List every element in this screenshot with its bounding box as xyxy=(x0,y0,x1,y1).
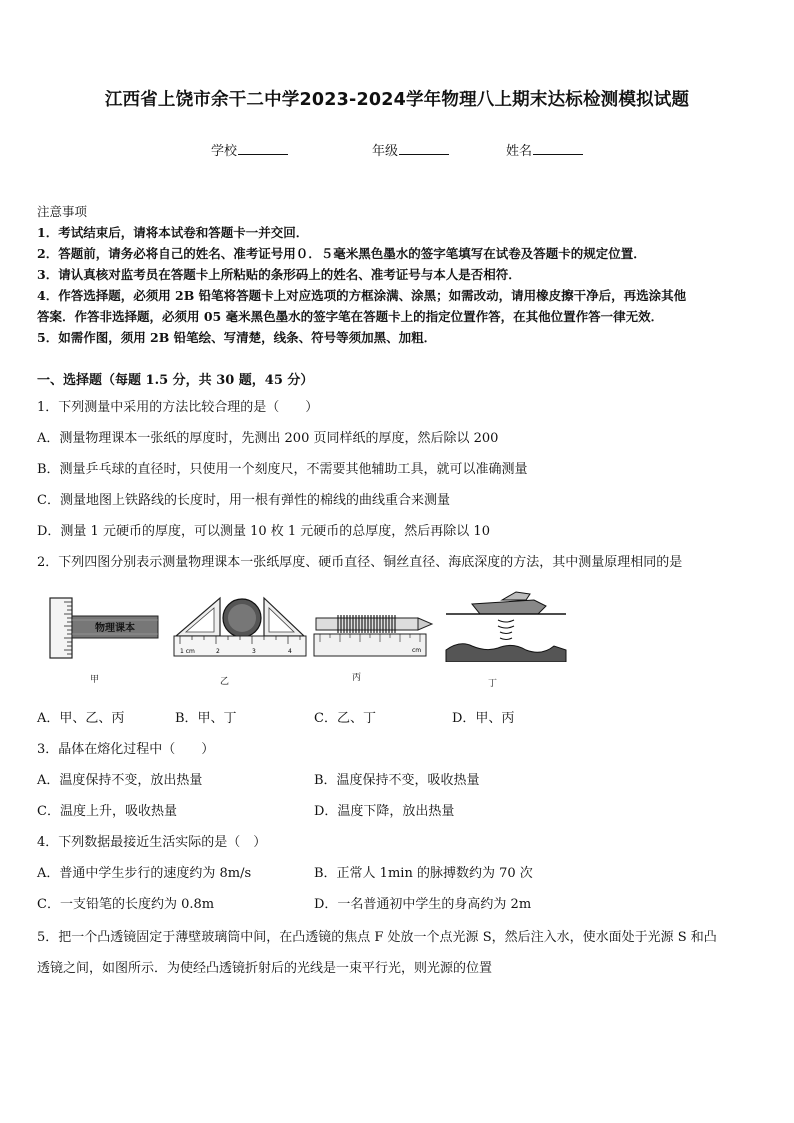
note-item: 1．考试结束后，请将本试卷和答题卡一并交回． xyxy=(37,225,309,240)
q2-stem: 2．下列四图分别表示测量物理课本一张纸厚度、硬币直径、铜丝直径、海底深度的方法，其中测量原理相同的是 xyxy=(37,555,683,570)
grade-field[interactable] xyxy=(372,140,449,159)
q1-option-b: B．测量乒乓球的直径时，只使用一个刻度尺，不需要其他辅助工具，就可以准确测量 xyxy=(37,462,528,477)
q4-option-a: A．普通中学生步行的速度约为 8m/s xyxy=(37,866,252,881)
notes-heading: 注意事项 xyxy=(37,204,88,219)
q3-option-b: B．温度保持不变，吸收热量 xyxy=(314,773,480,788)
q4-option-c: C．一支铅笔的长度约为 0.8m xyxy=(37,897,215,912)
q5-stem-line: 透镜之间，如图所示．为使经凸透镜折射后的光线是一束平行光，则光源的位置 xyxy=(37,961,493,976)
exam-title: 江西省上饶市余干二中学2023-2024学年物理八上期末达标检测模拟试题 xyxy=(104,90,690,110)
ruler-tick: 3 xyxy=(252,648,256,655)
figure-sea-depth xyxy=(442,590,570,662)
grade-label: 年级 xyxy=(372,144,399,159)
q2-option-b: B．甲、丁 xyxy=(175,711,237,726)
ruler-tick: 2 xyxy=(216,648,220,655)
section-heading: 一、选择题（每题 1.5 分，共 30 题，45 分） xyxy=(37,373,314,388)
note-item: 答案．作答非选择题，必须用 05 毫米黑色墨水的签字笔在答题卡上的指定位置作答，在其他位置作答一律无效． xyxy=(37,309,664,324)
school-label: 学校 xyxy=(211,144,238,159)
figure-coin-diameter xyxy=(172,594,308,660)
q1-stem: 1．下列测量中采用的方法比较合理的是（ ） xyxy=(37,400,319,415)
grade-blank[interactable] xyxy=(399,142,449,155)
ruler-unit: cm xyxy=(412,647,422,654)
q3-option-c: C．温度上升，吸收热量 xyxy=(37,804,177,819)
q2-option-a: A．甲、乙、丙 xyxy=(37,711,125,726)
caption-ding: 丁 xyxy=(488,679,498,689)
q3-option-a: A．温度保持不变，放出热量 xyxy=(37,773,203,788)
name-field[interactable] xyxy=(506,140,583,159)
note-item: 5．如需作图，须用 2B 铅笔绘、写清楚，线条、符号等须加黑、加粗． xyxy=(37,330,437,345)
school-field[interactable] xyxy=(211,140,288,159)
q2-option-d: D．甲、丙 xyxy=(452,711,515,726)
ruler-tick: 1 cm xyxy=(180,648,195,655)
q5-stem-line: 5．把一个凸透镜固定于薄壁玻璃筒中间，在凸透镜的焦点 F 处放一个点光源 S，然后注入水，使水面处于光源 S 和凸 xyxy=(37,930,717,945)
q4-option-b: B．正常人 1min 的脉搏数约为 70 次 xyxy=(314,866,533,881)
figure-book-thickness xyxy=(48,596,166,660)
q1-option-d: D．测量 1 元硬币的厚度，可以测量 10 枚 1 元硬币的总厚度，然后再除以 10 xyxy=(37,524,490,539)
figure-wire-diameter xyxy=(312,606,434,660)
caption-yi: 乙 xyxy=(220,677,230,687)
note-item: 4．作答选择题，必须用 2B 铅笔将答题卡上对应选项的方框涂满、涂黑；如需改动，请用橡皮擦干净后，再选涂其他 xyxy=(37,288,687,303)
caption-bing: 丙 xyxy=(352,673,362,683)
note-item: 2．答题前，请务必将自己的姓名、准考证号用０．５毫米黑色墨水的签字笔填写在试卷及答题卡的规定位置． xyxy=(37,246,646,261)
q1-option-a: A．测量物理课本一张纸的厚度时，先测出 200 页同样纸的厚度，然后除以 200 xyxy=(37,431,499,446)
name-label: 姓名 xyxy=(506,144,533,159)
q3-option-d: D．温度下降，放出热量 xyxy=(314,804,455,819)
name-blank[interactable] xyxy=(533,142,583,155)
caption-jia: 甲 xyxy=(90,675,100,685)
note-item: 3．请认真核对监考员在答题卡上所粘贴的条形码上的姓名、准考证号与本人是否相符． xyxy=(37,267,521,282)
q4-stem: 4．下列数据最接近生活实际的是（ ） xyxy=(37,835,267,850)
q1-option-c: C．测量地图上铁路线的长度时，用一根有弹性的棉线的曲线重合来测量 xyxy=(37,493,450,508)
q2-figures xyxy=(40,590,498,690)
school-blank[interactable] xyxy=(238,142,288,155)
q3-stem: 3．晶体在熔化过程中（ ） xyxy=(37,742,215,757)
q2-option-c: C．乙、丁 xyxy=(314,711,376,726)
book-label: 物理课本 xyxy=(95,623,135,634)
q4-option-d: D．一名普通初中学生的身高约为 2m xyxy=(314,897,532,912)
ruler-tick: 4 xyxy=(288,648,292,655)
